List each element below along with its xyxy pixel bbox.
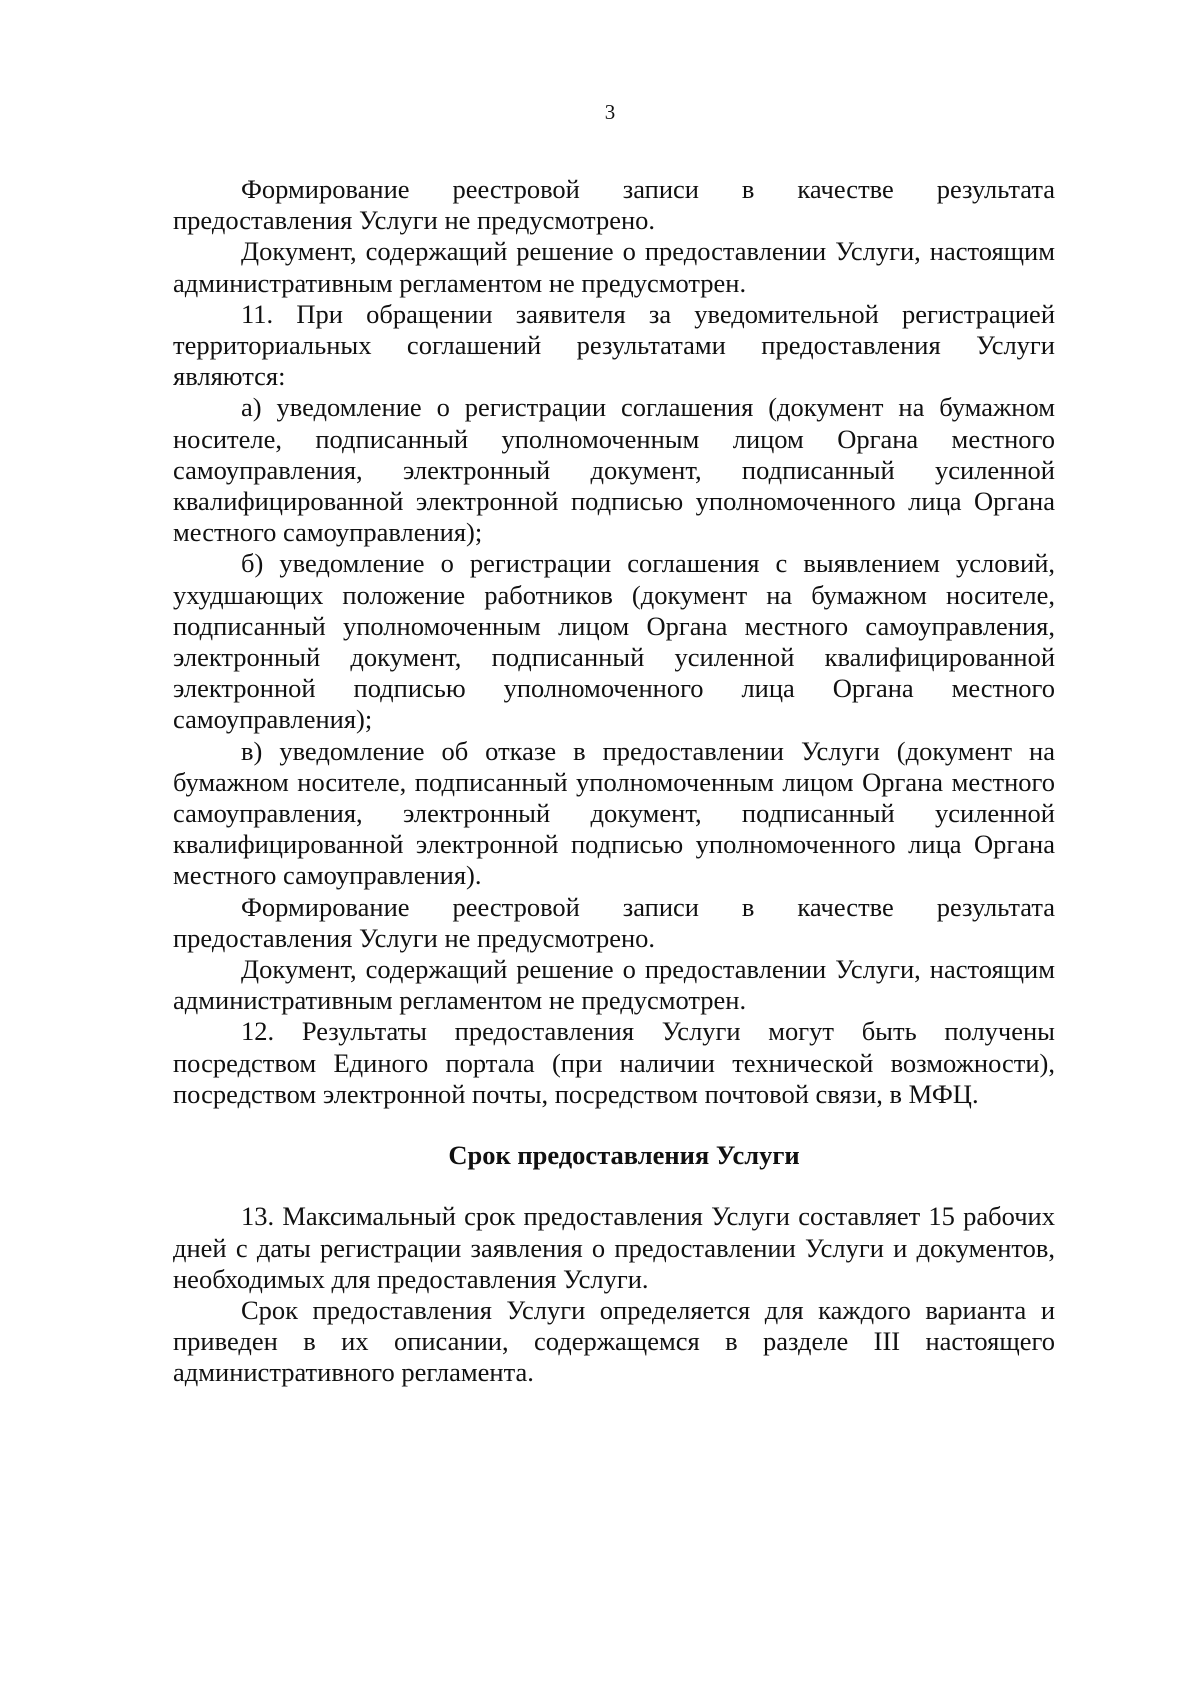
paragraph: Срок предоставления Услуги определяется для каждого варианта и приведен в их описании, содержащемся в разделе III настоящего административного регламента.: [173, 1294, 1055, 1388]
section-heading: Срок предоставления Услуги: [448, 1140, 800, 1171]
paragraph: Формирование реестровой записи в качестве результата предоставления Услуги не предусмотрено.: [173, 891, 1055, 953]
paragraph: Формирование реестровой записи в качестве результата предоставления Услуги не предусмотрено.: [173, 174, 1055, 236]
list-item-a: а) уведомление о регистрации соглашения (документ на бумажном носителе, подписанный уполномоченным лицом Органа местного самоуправления, электронный документ, подписанный усиленной квалифицированной электронной подписью уполномоченного лица Органа местного самоуправления);: [173, 392, 1055, 548]
paragraph: Документ, содержащий решение о предоставлении Услуги, настоящим административным регламентом не предусмотрен.: [173, 954, 1055, 1016]
paragraph-item-11: 11. При обращении заявителя за уведомительной регистрацией территориальных соглашений результатами предоставления Услуги являются:: [173, 298, 1055, 392]
paragraph-item-12: 12. Результаты предоставления Услуги могут быть получены посредством Единого портала (при наличии технической возможности), посредством электронной почты, посредством почтовой связи, в МФЦ.: [173, 1016, 1055, 1109]
list-item-b: б) уведомление о регистрации соглашения с выявлением условий, ухудшающих положение работников (документ на бумажном носителе, подписанный уполномоченным лицом Органа местного самоуправления, электронный документ, подписанный усиленной квалифицированной электронной подписью уполномоченного лица Органа местного самоуправления);: [173, 548, 1055, 735]
paragraph: Документ, содержащий решение о предоставлении Услуги, настоящим административным регламентом не предусмотрен.: [173, 236, 1055, 298]
page-number: 3: [604, 100, 616, 124]
document-body: [173, 174, 1055, 1389]
paragraph-item-13: 13. Максимальный срок предоставления Услуги составляет 15 рабочих дней с даты регистрации заявления о предоставлении Услуги и документов, необходимых для предоставления Услуги.: [173, 1201, 1055, 1294]
list-item-v: в) уведомление об отказе в предоставлении Услуги (документ на бумажном носителе, подписанный уполномоченным лицом Органа местного самоуправления, электронный документ, подписанный усиленной квалифицированной электронной подписью уполномоченного лица Органа местного самоуправления).: [173, 735, 1055, 891]
